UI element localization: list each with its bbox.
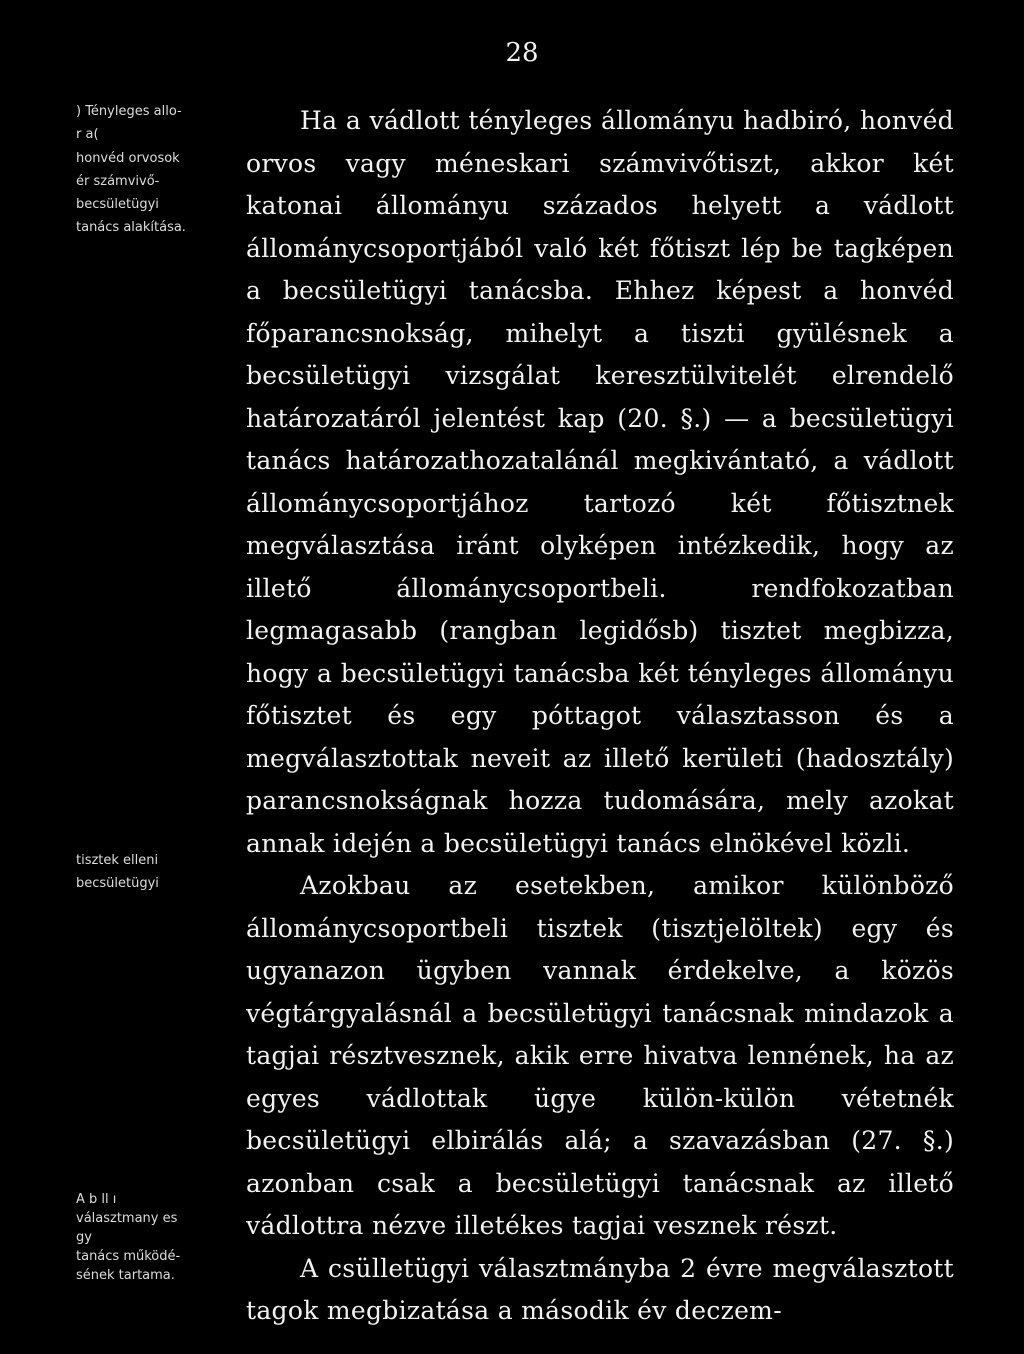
paragraph: Ha a vádlott tényleges állományu hadbiró, honvéd orvos vagy méneskari számvivőtiszt, akkor két katonai állományu százados helyett a vádlott állománycsoportjából való két főtiszt lép be tagképen a becsületügyi tanácsba. Ehhez képest a honvéd főparancsnokság, mihelyt a tiszti gyülésnek a becsületügyi vizsgálat keresztülvitelét elrendelő határozatáról jelentést kap (20. §.) — a becsületügyi tanács határozathozatalánál megkivántató, a vádlott állománycsoportjához tartozó két főtisztnek megválasztása iránt olyképen intézkedik, hogy az illető állománycsoportbeli. rendfokozatban legmagasabb (rangban legidősb) tisztet megbizza, hogy a becsületügyi tanácsba két tényleges állományu főtisztet és egy póttagot választasson és a megválasztottak neveit az illető kerületi (hadosztály) parancsnokságnak hozza tudomására, mely azokat annak idején a becsületügyi tanács elnökével közli. bbox=[246, 106, 954, 858]
margin-note-tenyleges: ) Tényleges allo- r a( honvéd orvosok ér számvivő- becsületügyi tanács alakítása. bbox=[76, 104, 186, 236]
page-number: 28 bbox=[505, 38, 539, 68]
paragraph: Azokbau az esetekben, amikor különböző állománycsoportbeli tisztek (tisztjelöltek) egy és ugyanazon ügyben vannak érdekelve, a közös végtárgyalásnál a becsületügyi tanácsnak mindazok a tagjai résztvesznek, akik erre hivatva lennének, ha az egyes vádlottak ügye külön-külön vétetnék becsületügyi elbirálás alá; a szavazásban (27. §.) azonban csak a becsületügyi tanácsnak az illető vádlottra nézve illetékes tagjai vesznek részt. bbox=[246, 871, 954, 1240]
margin-note-valasztmany: A b ll ı választmany es gy tanács működé- sének tartama. bbox=[76, 1192, 181, 1283]
margin-note-tisztek: tisztek elleni becsületügyi bbox=[76, 853, 159, 892]
paragraph: A csülletügyi választmányba 2 évre megválasztott tagok megbizatása a második év deczem- bbox=[246, 1253, 954, 1325]
body-text bbox=[246, 100, 954, 1333]
